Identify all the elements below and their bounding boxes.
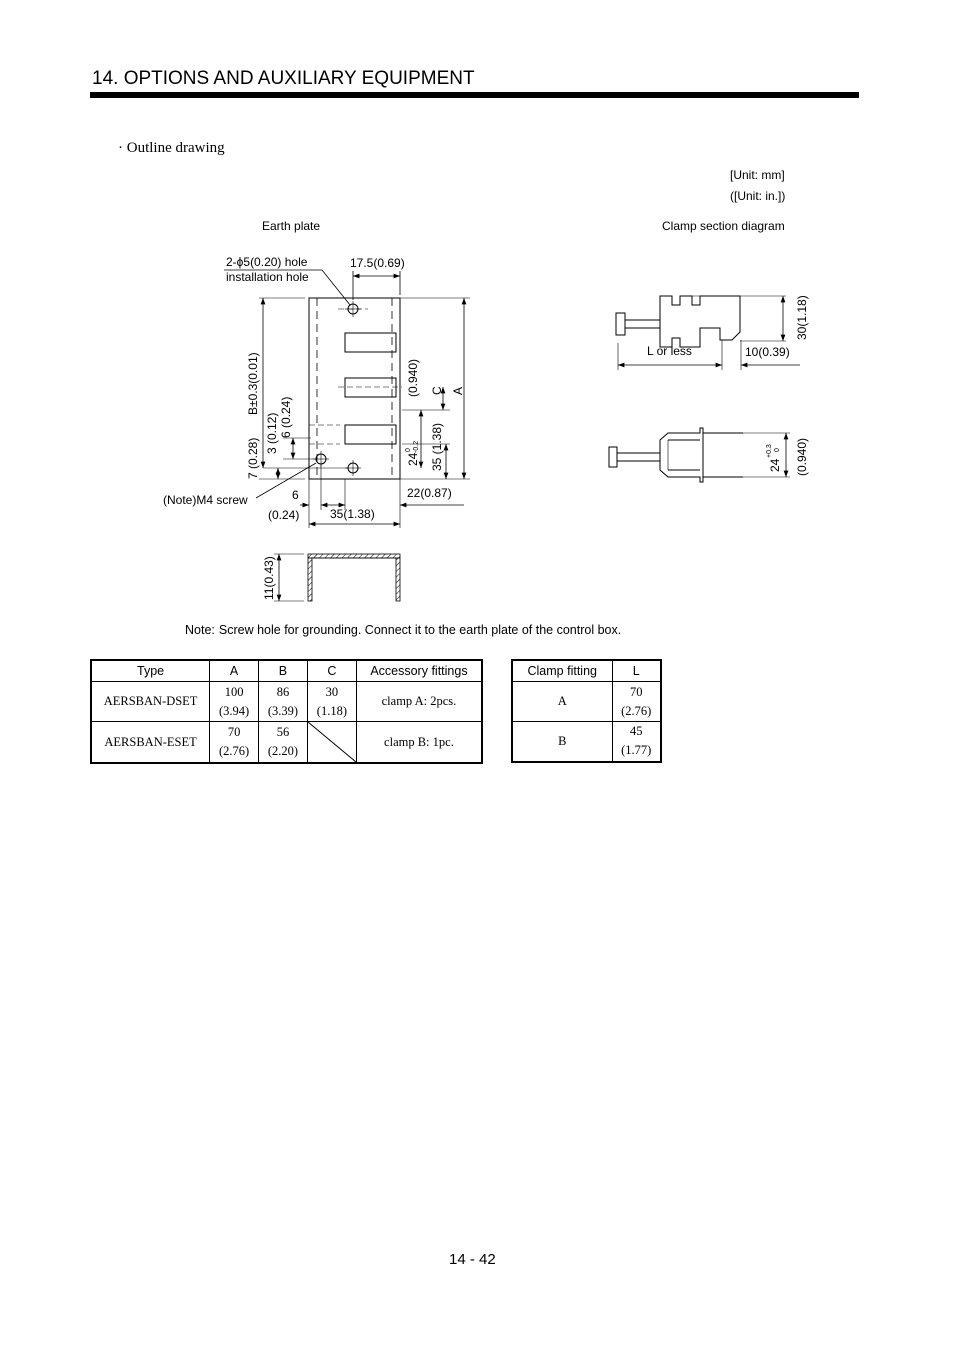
dim-a-label: A	[451, 386, 465, 395]
dim-24b-sub: 0	[774, 448, 781, 452]
cell-type: AERSBAN-ESET	[91, 722, 210, 764]
dim-22-label: 22(0.87)	[407, 486, 452, 500]
type-table-header	[91, 660, 482, 682]
plate-slot-2	[345, 378, 396, 397]
dim-top-label: 17.5(0.69)	[350, 256, 405, 270]
table-row	[91, 722, 482, 764]
dim-6h-label: 6	[292, 488, 299, 502]
col-header-a: A	[210, 660, 259, 682]
section-title: · Outline drawing	[118, 140, 225, 156]
clamp-table-header	[512, 660, 661, 682]
cell-a: 70 (2.76)	[210, 722, 259, 764]
unit-mm: [Unit: mm]	[730, 168, 785, 182]
dim-24tol-label: 24	[406, 452, 420, 466]
cell-type: AERSBAN-DSET	[91, 682, 210, 722]
diagonal-slash	[308, 722, 356, 762]
table-row	[512, 722, 661, 762]
table-row	[512, 682, 661, 722]
clamp-section-label: Clamp section diagram	[662, 219, 785, 233]
unit-inch: ([Unit: in.])	[730, 189, 786, 203]
hole-top	[345, 301, 361, 317]
dim-7-label: 7 (0.28)	[246, 437, 260, 479]
cell-fittings: clamp B: 1pc.	[356, 722, 482, 764]
earth-plate-outline	[309, 298, 400, 479]
dim-35h-label: 35(1.38)	[330, 507, 375, 521]
cell-b: 86 (3.39)	[259, 682, 308, 722]
cell-c: 30 (1.18)	[307, 682, 356, 722]
hole-label-2: installation hole	[226, 270, 309, 284]
col-header-l: L	[612, 660, 661, 682]
cell-l: 45 (1.77)	[612, 722, 661, 762]
dim-b-label: B±0.3(0.01)	[246, 352, 260, 415]
cell-fitting: A	[512, 682, 612, 722]
m4-label: (Note)M4 screw	[163, 493, 248, 507]
dim-35v-label: 35 (1.38)	[430, 422, 444, 471]
dim-24tol-sup: 0	[405, 448, 412, 452]
note-label: Note:	[185, 623, 215, 637]
cell-b: 56 (2.20)	[259, 722, 308, 764]
dim-c-label: C	[430, 386, 444, 395]
dim-10-label: 10(0.39)	[745, 345, 790, 359]
cell-fittings: clamp A: 2pcs.	[356, 682, 482, 722]
plate-slot-3	[345, 425, 396, 444]
plate-slot-1	[345, 333, 396, 352]
type-table	[90, 659, 483, 764]
col-header-type: Type	[91, 660, 210, 682]
col-header-b: B	[259, 660, 308, 682]
cell-a: 100 (3.94)	[210, 682, 259, 722]
page-number: 14 - 42	[449, 1251, 496, 1268]
dim-24tol-sub: -0.2	[413, 440, 420, 453]
clamp-front-diagram	[609, 428, 790, 482]
col-header-clamp-fitting: Clamp fitting	[512, 660, 612, 682]
dim-024-label: (0.24)	[268, 508, 300, 522]
dim-l-label: L or less	[647, 344, 692, 358]
hole-leader	[322, 270, 350, 305]
cell-c-empty	[307, 722, 356, 764]
cell-fitting: B	[512, 722, 612, 762]
hole-label-1: 2-ϕ5(0.20) hole	[226, 255, 308, 269]
note	[185, 623, 621, 637]
note-text: Screw hole for grounding. Connect it to the earth plate of the control box.	[218, 623, 622, 637]
dim-24b-sup: +0.3	[766, 444, 773, 458]
earth-plate-side-view	[308, 554, 400, 601]
dim-11-label: 11(0.43)	[262, 556, 276, 600]
cell-l: 70 (2.76)	[612, 682, 661, 722]
table-row	[91, 682, 482, 722]
page-header-title: 14. OPTIONS AND AUXILIARY EQUIPMENT	[92, 68, 475, 89]
dim-3-label: 3 (0.12)	[265, 412, 279, 454]
col-header-c: C	[307, 660, 356, 682]
clamp-table	[511, 659, 662, 763]
dim-30-label: 30(1.18)	[795, 295, 809, 340]
dim-0940b-label: (0.940)	[795, 437, 809, 476]
earth-plate-label: Earth plate	[262, 219, 321, 233]
dim-0940-label: (0.940)	[406, 358, 420, 397]
dim-24b-label: 24	[768, 458, 782, 472]
clamp-side-diagram	[616, 296, 786, 347]
col-header-accessory: Accessory fittings	[356, 660, 482, 682]
dim-6v-label: 6 (0.24)	[279, 396, 293, 438]
outline-drawing	[0, 0, 954, 620]
